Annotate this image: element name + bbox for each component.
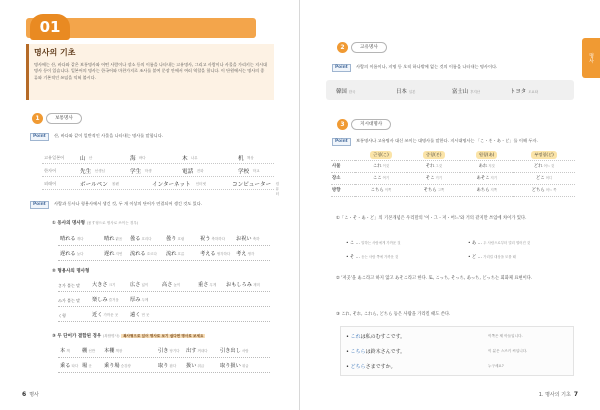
sub-heading-1 bbox=[52, 220, 138, 226]
example-divider bbox=[58, 291, 270, 292]
vocab-gloss: 책상 bbox=[246, 156, 254, 160]
table-cell-jp: それ bbox=[425, 164, 435, 169]
table-cell-gloss: 저쪽 bbox=[489, 188, 497, 192]
point-text-4: 보통명사나 고유명사 대신 쓰이는 대명사를 말한다. 지시대명사는 「こ・そ・あ・ど」를 이해 두자. bbox=[356, 138, 538, 143]
proper-noun bbox=[452, 87, 480, 95]
example-word bbox=[104, 348, 122, 355]
table-cell-gloss: 어디 bbox=[544, 176, 553, 180]
example-jp: 重さ bbox=[198, 282, 209, 288]
table-header-row bbox=[331, 150, 575, 160]
example-word bbox=[60, 251, 83, 258]
example-gloss: 잡다 bbox=[168, 364, 177, 368]
section-1-number: 1 bbox=[32, 113, 43, 124]
note-bullet-desc: 두 사람으로부터 멀리 떨어진 것 bbox=[483, 241, 531, 245]
table-cell-gloss: 어느 쪽 bbox=[544, 188, 557, 192]
example-row-label: さ가 붙는 말 bbox=[58, 283, 80, 288]
vocab-row-head: 외래어 bbox=[44, 181, 57, 186]
example-word bbox=[92, 312, 118, 319]
example-gloss: 높이 bbox=[172, 283, 181, 287]
vocab-gloss: 산 bbox=[88, 156, 93, 160]
section-3-number: 3 bbox=[337, 119, 348, 130]
table-cell bbox=[460, 160, 513, 172]
example-jp: 場 bbox=[82, 363, 88, 369]
sentence-rest: は鈴木さんです。 bbox=[365, 349, 406, 355]
example-word bbox=[60, 363, 78, 370]
example-divider bbox=[58, 321, 270, 322]
note-bullet bbox=[468, 254, 516, 260]
point-text-2: 사람과 동사나 형용사에서 생긴 것, 두 개 이상의 단어가 연결되어 생긴 것도 있다. bbox=[54, 201, 203, 206]
example-word bbox=[220, 348, 249, 355]
point-tag-4: Point bbox=[332, 138, 351, 146]
note-bullet-desc: 말하는 사람에게 가까운 것 bbox=[361, 241, 401, 245]
table-cell-gloss: 그쪽 bbox=[436, 188, 445, 192]
sentence-bullet: • bbox=[346, 349, 351, 355]
example-jp: 扱い bbox=[186, 363, 197, 369]
section-3-label: 지시대명사 bbox=[351, 119, 391, 130]
sentence-translation: 이쪽은 제 아들입니다. bbox=[488, 334, 523, 338]
example-gloss: 즐거움 bbox=[107, 298, 119, 302]
note-bullet bbox=[346, 254, 398, 260]
vocab-gloss: 컴퓨터 bbox=[275, 182, 280, 196]
right-footer-label: 1. 명사의 기초 bbox=[538, 392, 571, 398]
example-gloss: 책 bbox=[65, 349, 70, 353]
example-jp: 大きさ bbox=[92, 282, 108, 288]
sentence-translation: 누구세요? bbox=[488, 364, 504, 368]
table-cell-gloss: 어느 것 bbox=[542, 164, 555, 168]
example-gloss: 선반 bbox=[87, 349, 96, 353]
example-word bbox=[166, 251, 184, 258]
note-bullet-key: • こ … bbox=[346, 241, 362, 246]
example-word bbox=[104, 251, 122, 258]
example-jp: お祝い bbox=[236, 236, 252, 242]
sentence-rest: は私のむすこです。 bbox=[360, 334, 406, 340]
example-word bbox=[220, 363, 249, 370]
example-sentence bbox=[346, 363, 396, 370]
sub-heading-1-title: ① 동사의 명사형 bbox=[52, 221, 86, 226]
table-header-cell bbox=[355, 150, 408, 160]
vocab-gloss: 전화 bbox=[196, 169, 204, 173]
section-1-label: 보통명사 bbox=[46, 113, 82, 124]
example-jp: 晴れ bbox=[104, 236, 115, 242]
proper-noun bbox=[396, 87, 415, 95]
example-gloss: 타다 bbox=[70, 364, 79, 368]
example-word bbox=[236, 251, 254, 258]
vocab-word: 学校 bbox=[238, 169, 250, 175]
example-gloss: 늦다 bbox=[75, 252, 84, 256]
point-text-1: 산, 바다와 같이 일반적인 사물을 나타내는 명사를 말합니다. bbox=[54, 133, 164, 138]
table-cell bbox=[460, 172, 513, 184]
table-header-cell bbox=[460, 150, 513, 160]
sub-heading-3-highlight: 복사형으로 있어 명사로 보기 쉽다면 명사로 보세요 bbox=[123, 334, 204, 338]
sentence-highlight: どちら bbox=[350, 364, 366, 370]
table-cell-gloss: 저기 bbox=[489, 176, 497, 180]
example-row-label: く형 bbox=[58, 313, 66, 318]
table-header-label: 원칭(あ) bbox=[476, 151, 498, 159]
right-page-number: 7 bbox=[573, 391, 578, 398]
example-jp: 取り扱い bbox=[220, 363, 241, 369]
example-jp: 本 bbox=[60, 348, 66, 354]
example-word bbox=[130, 312, 149, 319]
example-word bbox=[158, 348, 180, 355]
example-gloss: 개다 bbox=[75, 237, 84, 241]
table-row-label: 방향 bbox=[331, 184, 355, 196]
table-cell bbox=[513, 184, 575, 196]
sub-heading-2 bbox=[52, 268, 89, 274]
section-2-number: 2 bbox=[337, 42, 348, 53]
example-word bbox=[200, 251, 230, 258]
example-gloss: 넓이 bbox=[140, 283, 149, 287]
example-gloss: 지연 bbox=[114, 252, 123, 256]
table-cell-gloss: 여기 bbox=[381, 176, 390, 180]
table-cell-jp: あちら bbox=[476, 188, 490, 193]
example-word bbox=[82, 348, 95, 355]
note-bullet-desc: 듣는 사람 쪽에 가까운 것 bbox=[361, 255, 399, 259]
sub-heading-3 bbox=[52, 333, 205, 339]
demonstrative-table bbox=[331, 150, 575, 197]
example-jp: 考え bbox=[236, 251, 247, 257]
table-cell-jp: どれ bbox=[533, 164, 543, 169]
example-gloss: 흐리다 bbox=[140, 237, 152, 241]
example-word bbox=[162, 282, 180, 289]
table-header-cell bbox=[513, 150, 575, 160]
vocab-gloss: 바다 bbox=[138, 156, 146, 160]
example-gloss: 맑음 bbox=[114, 237, 123, 241]
vocab-row-head: 한자어 bbox=[44, 168, 57, 173]
example-word bbox=[130, 282, 148, 289]
example-word bbox=[186, 348, 208, 355]
example-word bbox=[200, 236, 225, 243]
example-gloss: 흐림 bbox=[176, 237, 185, 241]
point-tag-1: Point bbox=[30, 133, 49, 141]
table-header-label: 중칭(そ) bbox=[423, 151, 445, 159]
section-2-label: 고유명사 bbox=[351, 42, 387, 53]
example-jp: 遅れ bbox=[104, 251, 115, 257]
table-row-label: 사물 bbox=[331, 160, 355, 172]
table-row bbox=[331, 172, 575, 184]
example-jp: 乗り場 bbox=[104, 363, 120, 369]
left-page-number: 6 bbox=[22, 391, 27, 398]
table-row-label: 장소 bbox=[331, 172, 355, 184]
example-gloss: 당기다 bbox=[168, 349, 180, 353]
chapter-side-tab: 명사 bbox=[582, 38, 600, 78]
table-cell-gloss: 저것 bbox=[487, 164, 495, 168]
sentence-rest: さまですか。 bbox=[365, 364, 396, 370]
vocab-word: 電話 bbox=[182, 169, 194, 175]
example-gloss: 곳 bbox=[87, 364, 92, 368]
example-word bbox=[186, 363, 204, 370]
vocab-row bbox=[42, 164, 274, 177]
right-footer bbox=[539, 391, 578, 398]
table-cell-jp: これ bbox=[372, 164, 382, 169]
table-cell-gloss: 거기 bbox=[434, 176, 442, 180]
proper-noun-gloss: 한국 bbox=[348, 90, 356, 94]
vocab-word: ボールペン bbox=[80, 182, 108, 188]
example-word bbox=[104, 363, 131, 370]
point-tag-2: Point bbox=[30, 201, 49, 209]
proper-noun-jp: トヨタ bbox=[510, 89, 527, 95]
example-word bbox=[82, 363, 92, 370]
table-header-cell bbox=[331, 150, 355, 160]
proper-noun-jp: 富士山 bbox=[452, 89, 469, 95]
example-divider bbox=[58, 357, 270, 358]
example-gloss: 무게 bbox=[208, 283, 217, 287]
proper-noun-jp: 日本 bbox=[396, 89, 407, 95]
vocab-word: 学生 bbox=[130, 169, 142, 175]
example-word bbox=[158, 363, 176, 370]
example-jp: 乗る bbox=[60, 363, 71, 369]
right-page bbox=[300, 0, 600, 410]
example-gloss: 승강장 bbox=[119, 364, 131, 368]
example-word bbox=[130, 236, 152, 243]
note-1: ①「こ・そ・あ・ど」의 기본개념은 우리말의 '이・그・저・어느'와 거의 같지만 쓰임에 차이가 있다. bbox=[336, 216, 527, 221]
table-header-cell bbox=[407, 150, 460, 160]
table-cell bbox=[407, 160, 460, 172]
example-gloss: 생각 bbox=[246, 252, 255, 256]
table-row bbox=[331, 160, 575, 172]
example-gloss: 축하하다 bbox=[210, 237, 226, 241]
example-jp: 出す bbox=[186, 348, 197, 354]
table-cell-gloss: 그것 bbox=[434, 164, 442, 168]
example-divider bbox=[58, 260, 270, 261]
example-jp: 晴れる bbox=[60, 236, 76, 242]
table-cell bbox=[355, 172, 408, 184]
example-gloss: 먼 곳 bbox=[140, 313, 150, 317]
example-jp: 流れ bbox=[166, 251, 177, 257]
example-jp: 遠く bbox=[130, 312, 141, 318]
vocab-row-head: 고유일본어 bbox=[44, 155, 65, 160]
example-word bbox=[198, 282, 216, 289]
vocab-gloss: 학교 bbox=[252, 169, 260, 173]
example-word bbox=[60, 236, 83, 243]
vocab-word: 木 bbox=[182, 156, 188, 162]
chapter-number: 01 bbox=[30, 14, 70, 40]
example-jp: 祝う bbox=[200, 236, 211, 242]
example-jp: 引き出し bbox=[220, 348, 241, 354]
vocab-gloss: 볼펜 bbox=[112, 182, 119, 186]
sentence-bullet: • bbox=[346, 364, 351, 370]
example-word bbox=[92, 297, 119, 304]
point-text-3: 사람의 이름이나, 지명 등 오직 하나밖에 없는 것의 이름을 나타내는 명사이다. bbox=[356, 64, 498, 69]
example-gloss: 서랍 bbox=[240, 349, 249, 353]
vocab-gloss: 학생 bbox=[144, 169, 152, 173]
example-jp: 本棚 bbox=[104, 348, 115, 354]
table-cell-jp: そこ bbox=[425, 176, 435, 181]
left-footer bbox=[22, 391, 39, 398]
example-divider bbox=[58, 372, 270, 373]
left-footer-label: 명사 bbox=[29, 392, 39, 398]
note-bullet-key: • そ … bbox=[346, 255, 362, 260]
proper-noun-gloss: 후지산 bbox=[470, 90, 481, 94]
example-gloss: 흐르다 bbox=[145, 252, 157, 256]
example-sentence bbox=[346, 348, 405, 355]
sentence-translation: 이 분은 스즈키 씨입니다. bbox=[488, 349, 528, 353]
vocab-row bbox=[42, 177, 280, 196]
vocab-gloss: 선생님 bbox=[94, 169, 106, 173]
example-jp: 考える bbox=[200, 251, 216, 257]
vocab-word: 先生 bbox=[80, 169, 92, 175]
table-cell-jp: そちら bbox=[423, 188, 437, 193]
proper-noun-gloss: 일본 bbox=[408, 90, 416, 94]
example-jp: おもしろみ bbox=[226, 282, 252, 288]
proper-noun bbox=[510, 87, 538, 95]
example-gloss: 책장 bbox=[114, 349, 123, 353]
note-3: ③ これ, それ, これら, どちら 등은 사람을 가리킬 때도 쓴다. bbox=[336, 312, 451, 317]
note-bullet-key: • ど … bbox=[468, 255, 484, 260]
proper-noun-gloss: 도요타 bbox=[528, 90, 539, 94]
example-gloss: 생각하다 bbox=[215, 252, 231, 256]
proper-noun bbox=[336, 87, 355, 95]
example-row-label: み가 붙는 말 bbox=[58, 298, 80, 303]
example-jp: 近く bbox=[92, 312, 103, 318]
note-bullet bbox=[346, 240, 401, 246]
table-header-label: 부정칭(ど) bbox=[531, 151, 557, 159]
sub-heading-1-note: (ます형으로 명사로 쓰이는 경우) bbox=[86, 221, 139, 225]
chapter-title: 명사의 기초 bbox=[34, 48, 76, 57]
table-cell-jp: あれ bbox=[478, 164, 488, 169]
example-jp: 流れる bbox=[130, 251, 146, 257]
vocab-gloss: 인터넷 bbox=[195, 182, 207, 186]
sentence-highlight: これ bbox=[350, 334, 361, 340]
example-jp: 曇り bbox=[166, 236, 177, 242]
sub-heading-3-note: (복합명사) bbox=[102, 334, 120, 338]
table-cell bbox=[407, 184, 460, 196]
vocab-row bbox=[42, 151, 274, 164]
example-word bbox=[226, 282, 260, 289]
table-cell-jp: どちら bbox=[531, 188, 545, 193]
vocab-word: インターネット bbox=[152, 182, 191, 188]
example-jp: 広さ bbox=[130, 282, 141, 288]
table-cell bbox=[513, 160, 575, 172]
table-cell bbox=[355, 184, 408, 196]
note-bullet-desc: 가리킬 대상을 모를 때 bbox=[483, 255, 516, 259]
example-jp: 高さ bbox=[162, 282, 173, 288]
example-gloss: 꺼내다 bbox=[196, 349, 208, 353]
example-gloss: 크기 bbox=[107, 283, 116, 287]
sentence-bullet: • bbox=[346, 334, 351, 340]
example-jp: 遅れる bbox=[60, 251, 76, 257]
example-gloss: 가까운 곳 bbox=[102, 313, 119, 317]
example-gloss: 흐름 bbox=[176, 252, 185, 256]
table-cell bbox=[460, 184, 513, 196]
table-cell-gloss: 이쪽 bbox=[383, 188, 392, 192]
proper-noun-jp: 韓国 bbox=[336, 89, 347, 95]
example-word bbox=[130, 251, 157, 258]
point-tag-3: Point bbox=[332, 64, 351, 72]
vocab-word: 山 bbox=[80, 156, 86, 162]
vocab-gloss: 나무 bbox=[190, 156, 198, 160]
example-gloss: 축하 bbox=[251, 237, 260, 241]
example-word bbox=[236, 236, 259, 243]
table-header-label: 근칭(こ) bbox=[370, 151, 392, 159]
sub-heading-2-title: ② 형용사의 명사형 bbox=[52, 269, 90, 274]
example-word bbox=[104, 236, 122, 243]
table-cell-jp: こちら bbox=[370, 188, 384, 193]
table-cell-jp: ここ bbox=[372, 176, 382, 181]
example-word bbox=[92, 282, 115, 289]
sub-heading-3-title: ③ 두 단어가 결합된 경우 bbox=[52, 334, 102, 339]
example-jp: 曇る bbox=[130, 236, 141, 242]
table-row bbox=[331, 184, 575, 196]
example-gloss: 취급 bbox=[196, 364, 205, 368]
example-jp: 棚 bbox=[82, 348, 88, 354]
vocab-word: 海 bbox=[130, 156, 136, 162]
example-gloss: 재미 bbox=[251, 283, 260, 287]
example-divider bbox=[58, 245, 270, 246]
note-bullet-key: • あ … bbox=[468, 241, 484, 246]
table-cell bbox=[513, 172, 575, 184]
example-sentence bbox=[346, 333, 405, 340]
example-jp: 厚み bbox=[130, 297, 141, 303]
chapter-intro: 명사에는 산, 바다와 같은 보통명사와 어떤 사람이나 장소 등의 이름을 나타내는 고유명사, 그리고 사람이나 사물을 가리키는 지시대명사 등이 있습니다. 일본어의 명사는 한국어와 마찬가지로 조사를 붙여 문장 안에서 여러 역할을 합니다. 이 단원에서는 명사의 종류와 기본적인 쓰임을 익혀 봅시다. bbox=[34, 62, 268, 80]
table-cell-jp: あそこ bbox=[476, 176, 490, 181]
table-cell bbox=[407, 172, 460, 184]
example-jp: 取り bbox=[158, 363, 169, 369]
example-gloss: 취급 bbox=[240, 364, 249, 368]
sentence-highlight: こちら bbox=[350, 349, 366, 355]
vocab-word: 机 bbox=[238, 156, 244, 162]
table-cell-jp: どこ bbox=[535, 176, 545, 181]
table-cell-gloss: 이것 bbox=[381, 164, 390, 168]
note-bullet bbox=[468, 240, 530, 246]
note-2: ② '저곳'을 あこ라고 하지 않고 あそこ라고 한다. 또, こっち, そっち, あっち, どっち는 회화체 표현이다. bbox=[336, 276, 533, 281]
example-jp: 引き bbox=[158, 348, 169, 354]
example-word bbox=[130, 297, 148, 304]
vocab-word: コンピューター bbox=[232, 182, 272, 188]
table-cell bbox=[355, 160, 408, 172]
example-divider bbox=[58, 306, 270, 307]
example-gloss: 두께 bbox=[140, 298, 149, 302]
example-word bbox=[166, 236, 184, 243]
example-word bbox=[60, 348, 70, 355]
example-jp: 楽しみ bbox=[92, 297, 108, 303]
